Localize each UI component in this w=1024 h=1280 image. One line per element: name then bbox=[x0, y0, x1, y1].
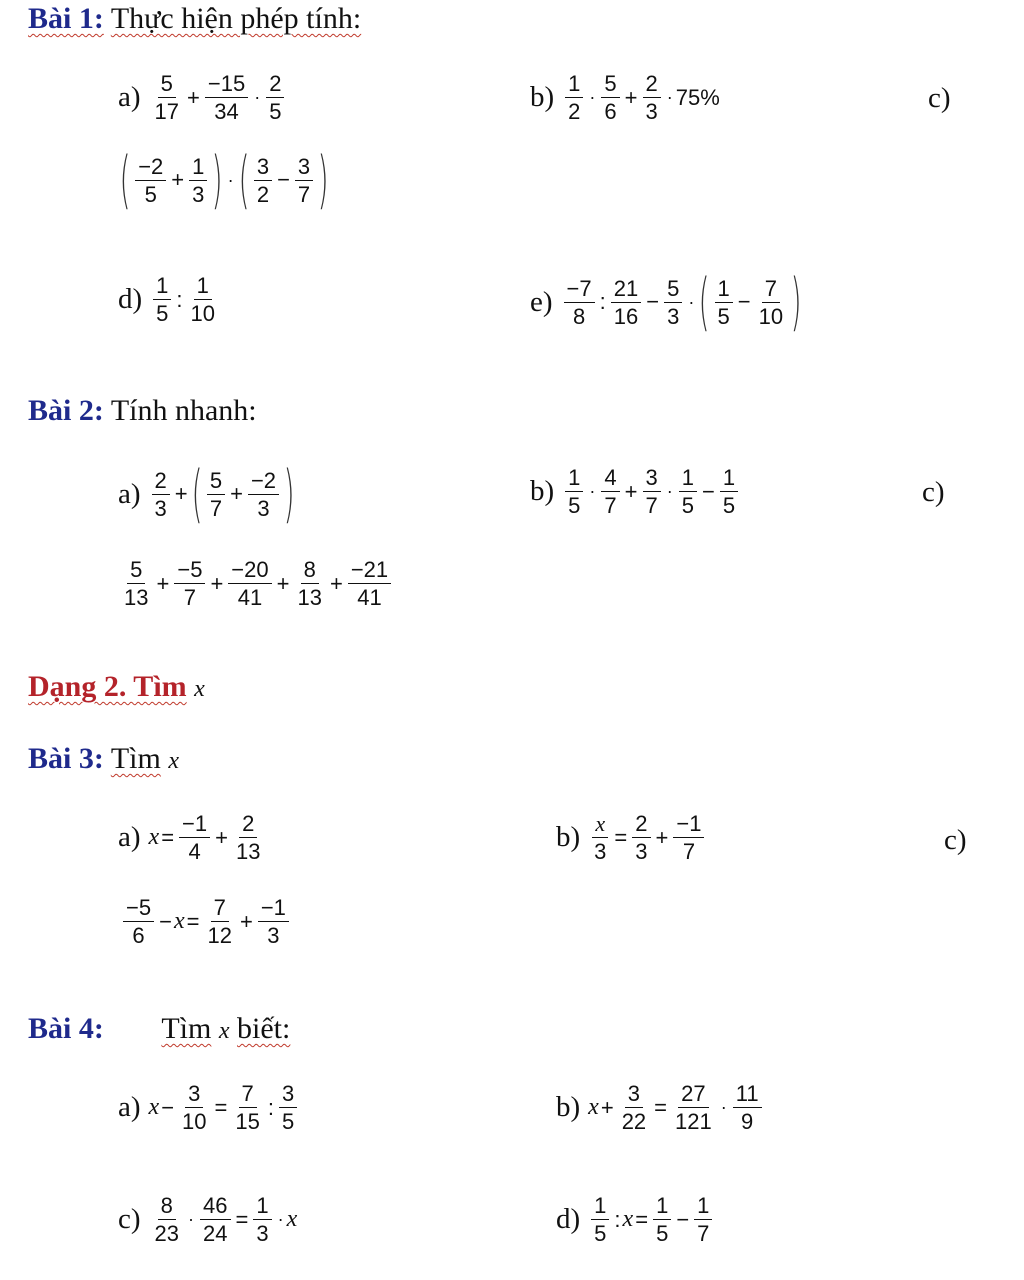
numerator: 1 bbox=[653, 1192, 671, 1220]
operator-eq: = bbox=[161, 824, 175, 850]
numerator: 27 bbox=[678, 1080, 708, 1108]
numerator: 2 bbox=[632, 810, 650, 838]
exercise-label: a) bbox=[118, 1091, 141, 1123]
exercise-label: c) bbox=[922, 476, 945, 508]
fraction bbox=[207, 467, 225, 522]
denominator: 9 bbox=[741, 1109, 754, 1134]
denominator: 3 bbox=[594, 839, 607, 864]
bai4-exercise-d bbox=[556, 1192, 715, 1247]
fraction bbox=[279, 1080, 297, 1135]
numerator: 1 bbox=[591, 1192, 609, 1220]
bai1-title: Bài 1: bbox=[28, 2, 104, 35]
fraction bbox=[720, 464, 738, 519]
bai3-exercise-c bbox=[120, 894, 292, 949]
fraction bbox=[611, 275, 641, 330]
bai4-instruction: Tìm bbox=[161, 1012, 212, 1045]
denominator: 12 bbox=[207, 923, 232, 948]
fraction bbox=[694, 1192, 712, 1247]
denominator: 41 bbox=[237, 585, 263, 610]
denominator: 3 bbox=[645, 99, 658, 124]
percent-value: 75% bbox=[675, 84, 720, 110]
variable-x: x bbox=[148, 1094, 160, 1120]
fraction bbox=[591, 810, 609, 865]
fraction bbox=[643, 70, 661, 125]
multiply-dot: · bbox=[254, 87, 261, 107]
numerator: 46 bbox=[200, 1192, 230, 1220]
numerator: −2 bbox=[135, 153, 166, 181]
numerator: −1 bbox=[179, 810, 210, 838]
bai2-heading bbox=[28, 394, 257, 428]
exercise-label: c) bbox=[928, 82, 951, 114]
denominator: 3 bbox=[635, 839, 648, 864]
numerator: 11 bbox=[733, 1080, 762, 1108]
fraction bbox=[188, 272, 218, 327]
bai3-title: Bài 3: bbox=[28, 742, 104, 775]
numerator: −2 bbox=[248, 467, 279, 495]
denominator: 13 bbox=[297, 585, 322, 610]
fraction bbox=[179, 810, 210, 865]
denominator: 5 bbox=[656, 1221, 669, 1246]
exercise-label: d) bbox=[556, 1203, 581, 1235]
exercise-label: c) bbox=[944, 824, 967, 856]
numerator: 1 bbox=[253, 1192, 271, 1220]
fraction bbox=[672, 1080, 715, 1135]
exercise-label: a) bbox=[118, 821, 141, 853]
left-paren: ( bbox=[191, 457, 203, 530]
operator-eq: = bbox=[214, 1094, 228, 1120]
numerator: 3 bbox=[625, 1080, 643, 1108]
fraction bbox=[733, 1080, 762, 1135]
numerator: 3 bbox=[279, 1080, 297, 1108]
numerator: 21 bbox=[611, 275, 641, 303]
numerator: 2 bbox=[643, 70, 661, 98]
fraction bbox=[254, 153, 272, 208]
bai1-exercise-a bbox=[118, 70, 287, 125]
bai4-title: Bài 4: bbox=[28, 1012, 104, 1045]
operator-plus: + bbox=[215, 824, 228, 850]
denominator: 121 bbox=[675, 1109, 712, 1134]
numerator: 1 bbox=[720, 464, 738, 492]
bai4-exercise-a bbox=[118, 1080, 300, 1135]
fraction bbox=[152, 467, 170, 522]
denominator: 15 bbox=[235, 1109, 260, 1134]
operator-plus: + bbox=[210, 570, 224, 596]
bai4-exercise-b bbox=[556, 1080, 765, 1135]
numerator: 5 bbox=[158, 70, 176, 98]
numerator: 2 bbox=[239, 810, 257, 838]
fraction bbox=[200, 1192, 230, 1247]
multiply-dot: · bbox=[227, 169, 234, 190]
numerator: −21 bbox=[348, 556, 391, 584]
bai4-exercise-c bbox=[118, 1192, 297, 1247]
operator-eq: = bbox=[235, 1206, 249, 1232]
exercise-label: b) bbox=[556, 821, 581, 853]
operator-plus: + bbox=[624, 84, 638, 110]
denominator: 3 bbox=[667, 303, 680, 329]
operator-minus: − bbox=[702, 478, 715, 504]
left-paren: ( bbox=[698, 265, 710, 338]
fraction bbox=[174, 556, 205, 611]
fraction bbox=[123, 894, 154, 949]
numerator: 7 bbox=[762, 275, 780, 303]
denominator: 22 bbox=[621, 1109, 647, 1134]
bai3-exercise-b bbox=[556, 810, 707, 865]
fraction bbox=[565, 70, 583, 125]
fraction bbox=[673, 810, 704, 865]
denominator: 3 bbox=[192, 181, 205, 207]
fraction bbox=[564, 275, 595, 330]
operator-colon: : bbox=[267, 1094, 274, 1120]
denominator: 10 bbox=[182, 1109, 207, 1134]
denominator: 5 bbox=[568, 493, 581, 518]
denominator: 17 bbox=[154, 99, 180, 124]
operator-eq: = bbox=[635, 1206, 649, 1232]
denominator: 7 bbox=[645, 493, 658, 518]
multiply-dot: · bbox=[188, 1209, 195, 1229]
fraction bbox=[295, 153, 313, 208]
denominator: 13 bbox=[236, 839, 261, 864]
denominator: 3 bbox=[257, 495, 270, 521]
denominator: 10 bbox=[758, 303, 784, 329]
numerator: 1 bbox=[715, 275, 733, 303]
multiply-dot: · bbox=[666, 481, 673, 501]
fraction bbox=[601, 70, 619, 125]
bai2-exercise-a bbox=[118, 457, 296, 530]
operator-plus: + bbox=[655, 824, 669, 850]
numerator: −7 bbox=[564, 275, 595, 303]
dang2-title: Dạng 2. Tìm bbox=[28, 670, 187, 703]
fraction bbox=[205, 70, 248, 125]
denominator: 13 bbox=[124, 585, 149, 610]
operator-colon: : bbox=[614, 1206, 621, 1232]
denominator: 7 bbox=[697, 1221, 710, 1246]
operator-plus: + bbox=[276, 570, 290, 596]
exercise-label: a) bbox=[118, 81, 141, 113]
numerator: −20 bbox=[228, 556, 271, 584]
operator-eq: = bbox=[186, 908, 200, 934]
operator-minus: − bbox=[277, 167, 290, 192]
variable-x: x bbox=[622, 1206, 634, 1232]
bai3-exercise-a bbox=[118, 810, 266, 865]
bai4-variable: x bbox=[218, 1018, 230, 1044]
fraction bbox=[591, 1192, 609, 1247]
operator-plus: + bbox=[600, 1094, 614, 1120]
numerator: 1 bbox=[153, 272, 171, 300]
operator-plus: + bbox=[171, 167, 185, 192]
bai1-instruction: Thực hiện phép tính: bbox=[110, 2, 362, 35]
operator-minus: − bbox=[737, 289, 751, 314]
right-paren: ) bbox=[790, 265, 802, 338]
fraction bbox=[135, 153, 166, 208]
numerator: 1 bbox=[565, 464, 583, 492]
numerator: 1 bbox=[694, 1192, 712, 1220]
multiply-dot: · bbox=[688, 291, 695, 312]
fraction bbox=[232, 1080, 262, 1135]
fraction bbox=[715, 275, 733, 330]
bai1-exercise-b bbox=[530, 70, 720, 125]
variable-x: x bbox=[588, 1094, 599, 1120]
left-paren: ( bbox=[119, 143, 131, 216]
fraction bbox=[653, 1192, 671, 1247]
exercise-label: b) bbox=[530, 81, 555, 113]
operator-plus: + bbox=[230, 481, 243, 506]
bai1-heading bbox=[28, 2, 361, 36]
fraction bbox=[153, 272, 171, 327]
numerator: 3 bbox=[643, 464, 661, 492]
numerator: 8 bbox=[301, 556, 319, 584]
numerator: 5 bbox=[127, 556, 145, 584]
fraction bbox=[632, 810, 650, 865]
numerator: 2 bbox=[266, 70, 284, 98]
denominator: 3 bbox=[154, 495, 167, 521]
bai3-exercise-c-label bbox=[944, 824, 975, 857]
bai4-heading bbox=[28, 1012, 290, 1048]
operator-eq: = bbox=[654, 1094, 668, 1120]
fraction bbox=[152, 1192, 182, 1247]
denominator: 5 bbox=[717, 303, 730, 329]
fraction bbox=[266, 70, 284, 125]
fraction bbox=[294, 556, 324, 611]
operator-minus: − bbox=[676, 1206, 690, 1232]
numerator: −15 bbox=[205, 70, 248, 98]
fraction bbox=[253, 1192, 271, 1247]
operator-plus: + bbox=[624, 478, 638, 504]
bai4-suffix: biết: bbox=[237, 1012, 291, 1045]
bai2-exercise-b bbox=[530, 464, 741, 519]
variable-x: x bbox=[173, 908, 185, 934]
denominator: 5 bbox=[269, 99, 282, 124]
numerator: 4 bbox=[601, 464, 619, 492]
denominator: 41 bbox=[357, 585, 382, 610]
right-paren: ) bbox=[317, 143, 329, 216]
operator-plus: + bbox=[329, 570, 343, 596]
multiply-dot: · bbox=[589, 87, 596, 107]
denominator: 5 bbox=[722, 493, 736, 518]
fraction bbox=[601, 464, 619, 519]
numerator: 5 bbox=[664, 275, 682, 303]
denominator: 5 bbox=[144, 181, 157, 207]
dang2-heading bbox=[28, 670, 205, 706]
exercise-label: b) bbox=[530, 475, 555, 507]
fraction bbox=[258, 894, 289, 949]
exercise-label: d) bbox=[118, 283, 143, 315]
numerator: 1 bbox=[194, 272, 212, 300]
denominator: 16 bbox=[613, 303, 639, 329]
fraction bbox=[204, 894, 234, 949]
numerator: 1 bbox=[679, 464, 697, 492]
numerator: 1 bbox=[189, 153, 207, 181]
fraction bbox=[152, 70, 182, 125]
operator-minus: − bbox=[646, 289, 660, 314]
denominator: 6 bbox=[132, 923, 145, 948]
multiply-dot: · bbox=[589, 481, 596, 501]
denominator: 7 bbox=[682, 839, 696, 864]
denominator: 5 bbox=[156, 301, 169, 326]
denominator: 5 bbox=[594, 1221, 607, 1246]
numerator: 3 bbox=[185, 1080, 203, 1108]
numerator: −5 bbox=[123, 894, 154, 922]
numerator: 1 bbox=[565, 70, 583, 98]
denominator: 2 bbox=[568, 99, 581, 124]
left-paren: ( bbox=[238, 143, 250, 216]
denominator: 7 bbox=[183, 585, 197, 610]
fraction bbox=[348, 556, 391, 611]
bai2-exercise-c-label bbox=[922, 476, 953, 509]
numerator: 5 bbox=[207, 467, 225, 495]
operator-minus: − bbox=[159, 908, 172, 934]
exercise-label: a) bbox=[118, 477, 141, 510]
fraction bbox=[756, 275, 786, 330]
bai2-instruction: Tính nhanh: bbox=[110, 394, 257, 427]
operator-eq: = bbox=[614, 824, 628, 850]
fraction bbox=[248, 467, 279, 522]
bai3-variable: x bbox=[168, 748, 179, 774]
numerator: 7 bbox=[211, 894, 229, 922]
exercise-label: b) bbox=[556, 1091, 581, 1123]
operator-plus: + bbox=[156, 570, 170, 596]
bai1-exercise-c-label bbox=[928, 82, 959, 115]
denominator: 8 bbox=[572, 303, 586, 329]
fraction bbox=[565, 464, 583, 519]
fraction bbox=[679, 464, 697, 519]
fraction bbox=[233, 810, 263, 865]
exercise-label: c) bbox=[118, 1203, 141, 1235]
multiply-dot: · bbox=[666, 87, 673, 107]
denominator: 7 bbox=[209, 495, 223, 521]
denominator: 4 bbox=[188, 839, 201, 864]
denominator: 3 bbox=[256, 1221, 269, 1246]
fraction bbox=[121, 556, 151, 611]
numerator: 2 bbox=[152, 467, 170, 495]
operator-plus: + bbox=[239, 908, 253, 934]
fraction bbox=[228, 556, 271, 611]
right-paren: ) bbox=[212, 143, 223, 216]
operator-colon: : bbox=[599, 289, 606, 314]
denominator: 6 bbox=[604, 99, 617, 124]
right-paren: ) bbox=[283, 457, 295, 530]
bai2-exercise-c bbox=[118, 556, 394, 611]
denominator: 10 bbox=[190, 301, 216, 326]
fraction bbox=[643, 464, 661, 519]
fraction bbox=[664, 275, 682, 330]
denominator: 5 bbox=[282, 1109, 295, 1134]
dang2-variable: x bbox=[194, 676, 205, 702]
variable-x: x bbox=[286, 1206, 298, 1232]
denominator: 2 bbox=[256, 181, 270, 207]
fraction bbox=[619, 1080, 649, 1135]
operator-plus: + bbox=[174, 481, 188, 506]
bai1-exercise-d bbox=[118, 272, 221, 327]
numerator: −5 bbox=[174, 556, 205, 584]
denominator: 24 bbox=[203, 1221, 228, 1246]
bai3-instruction: Tìm bbox=[110, 742, 161, 775]
denominator: 7 bbox=[297, 181, 311, 207]
denominator: 3 bbox=[267, 923, 280, 948]
denominator: 23 bbox=[154, 1221, 180, 1246]
operator-minus: − bbox=[161, 1094, 175, 1120]
multiply-dot: · bbox=[720, 1097, 727, 1117]
operator-colon: : bbox=[176, 286, 183, 312]
numerator: −1 bbox=[673, 810, 704, 838]
bai1-exercise-e bbox=[530, 265, 803, 338]
denominator: 5 bbox=[681, 493, 695, 518]
variable-x: x bbox=[148, 824, 160, 850]
numerator: x bbox=[592, 810, 608, 838]
multiply-dot: · bbox=[277, 1209, 284, 1229]
exercise-label: e) bbox=[530, 285, 553, 318]
fraction bbox=[189, 153, 207, 208]
bai1-exercise-c bbox=[118, 143, 330, 216]
numerator: 5 bbox=[601, 70, 619, 98]
numerator: 3 bbox=[295, 153, 313, 181]
numerator: 8 bbox=[158, 1192, 176, 1220]
bai3-heading bbox=[28, 742, 179, 778]
denominator: 34 bbox=[214, 99, 239, 124]
denominator: 7 bbox=[604, 493, 617, 518]
numerator: 3 bbox=[254, 153, 272, 181]
numerator: 7 bbox=[239, 1080, 257, 1108]
operator-plus: + bbox=[187, 84, 200, 110]
bai2-title: Bài 2: bbox=[28, 394, 104, 427]
numerator: −1 bbox=[258, 894, 289, 922]
fraction bbox=[179, 1080, 209, 1135]
